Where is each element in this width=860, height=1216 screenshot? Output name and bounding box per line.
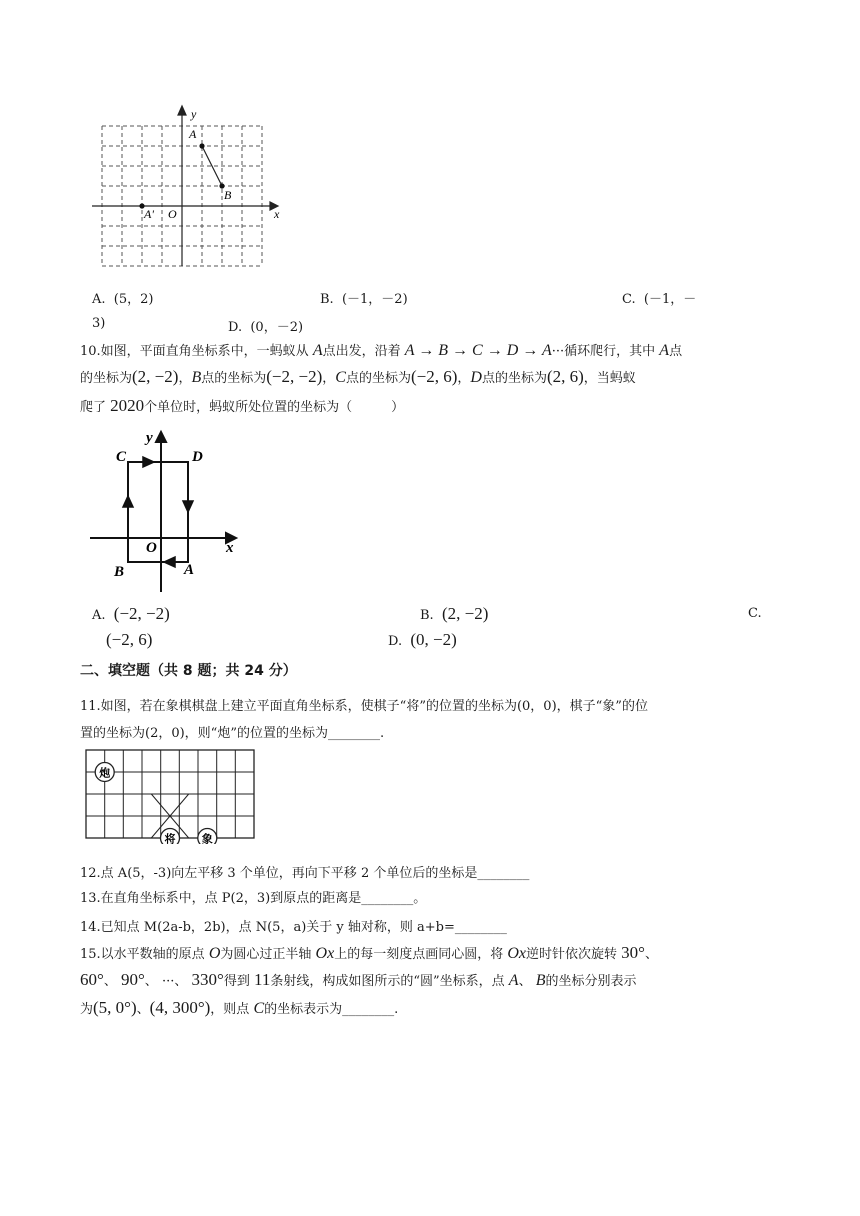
q10-sep: ， <box>457 371 471 386</box>
svg-text:象: 象 <box>201 832 213 844</box>
q9-option-A[interactable] <box>92 288 153 307</box>
q10-math-C: C <box>335 369 346 386</box>
q10-text: ，当蚂蚁 <box>583 371 636 386</box>
q10-sep: ， <box>322 371 336 386</box>
q10-path: A → B → C → D → A <box>404 342 552 359</box>
q15-angle: 90° <box>120 970 145 989</box>
q10-label-O: O <box>146 540 157 556</box>
q10-line3 <box>80 396 404 416</box>
q10-option-C[interactable] <box>106 630 152 650</box>
q10-text: 点的坐标为 <box>481 371 547 386</box>
q10-option-C-letter-wrap[interactable] <box>748 606 762 621</box>
q9-label-A: A <box>189 127 197 141</box>
q10-arrow-up <box>123 496 133 507</box>
q9-option-A-value: (5，2) <box>113 292 154 307</box>
q11-line1: 11.如图，若在象棋棋盘上建立平面直角坐标系，使棋子“将”的位置的坐标为(0，0)，棋子“象”的位 <box>80 699 648 714</box>
q9-option-D-value: (0，－2) <box>250 320 304 335</box>
q11-piece-pao <box>95 763 114 782</box>
q9-option-B-value: (－1，－2) <box>341 292 408 307</box>
q11-piece-jiang <box>161 829 180 845</box>
q9-option-B[interactable] <box>320 288 408 307</box>
q10-option-C-value: (−2, 6) <box>106 630 153 649</box>
svg-text:将: 将 <box>164 832 176 844</box>
q10-label-D: D <box>192 449 203 465</box>
svg-text:炮: 炮 <box>99 766 111 780</box>
q10-option-A-value: (−2, −2) <box>113 604 170 623</box>
q10-path-figure <box>86 428 250 596</box>
q15-sep: 、 <box>136 1002 150 1017</box>
q9-point-A <box>199 143 204 148</box>
q10-label-x: x <box>226 540 234 556</box>
q15-sep: 、 <box>518 974 532 989</box>
q10-arrow-left <box>164 557 175 567</box>
q15-text: 为 <box>80 1002 94 1017</box>
q15-line3 <box>80 998 398 1018</box>
q10-sep: ， <box>178 371 192 386</box>
q10-arrow-down <box>183 501 193 512</box>
q9-label-A1: A' <box>144 207 154 221</box>
q15-text: 条射线，构成如图所示的“圆”坐标系，点 <box>270 974 505 989</box>
q10-option-D-letter: D. <box>388 634 403 649</box>
q9-option-A-letter: A. <box>92 292 106 307</box>
q10-option-A-letter: A. <box>92 608 106 623</box>
q9-option-B-letter: B. <box>320 292 334 307</box>
q15-line1 <box>80 943 658 963</box>
q10-coord-D: (2, 6) <box>546 367 584 386</box>
q15-angle: 30° <box>621 943 645 962</box>
q15-text: 为圆心过正半轴 <box>220 947 312 962</box>
q10-number: 2020 <box>110 396 145 415</box>
q15-coord-A: (5, 0°) <box>93 998 137 1017</box>
q10-option-C-letter: C. <box>748 606 762 621</box>
q9-label-x: x <box>274 207 280 221</box>
q10-line2 <box>80 367 636 387</box>
q15-sep: 、 <box>103 974 117 989</box>
q9-option-C-letter: C. <box>622 292 636 307</box>
q10-label-y: y <box>146 430 153 446</box>
q10-math-B: B <box>191 369 202 386</box>
q15-text: 15.以水平数轴的原点 <box>80 947 205 962</box>
q15-math-A: A <box>508 972 519 989</box>
q10-dots: ··· <box>551 344 565 359</box>
q9-segment-AB <box>202 146 222 186</box>
q9-label-O: O <box>168 207 177 221</box>
q15-math-Ox: Ox <box>315 945 335 962</box>
q15-math-Ox: Ox <box>507 945 527 962</box>
q11-line2: 置的坐标为(2，0)，则“炮”的位置的坐标为________. <box>80 726 385 741</box>
q9-option-C-value-part2: 3) <box>92 316 106 331</box>
q10-math-D: D <box>470 369 482 386</box>
q9-label-B: B <box>224 188 232 202</box>
q10-coord-A: (2, −2) <box>132 367 179 386</box>
q9-option-C[interactable] <box>622 288 696 307</box>
q10-coord-B: (−2, −2) <box>266 367 323 386</box>
q10-line1 <box>80 340 682 360</box>
q10-text: 点 <box>669 344 683 359</box>
q15-sep: 、 <box>174 974 188 989</box>
q10-text: 个单位时，蚂蚁所处位置的坐标为（ ） <box>144 400 405 415</box>
q15-math-B: B <box>535 972 546 989</box>
q9-option-C-cont <box>92 316 105 331</box>
q15-number: 11 <box>253 970 271 989</box>
q15-sep: 、 <box>144 974 158 989</box>
q10-text: 10.如图，平面直角坐标系中，一蚂蚁从 <box>80 344 309 359</box>
q15-text: 得到 <box>223 974 250 989</box>
q15-text: 、 <box>644 947 658 962</box>
q10-rectangle-path <box>128 462 188 562</box>
q10-text: 循环爬行，其中 <box>564 344 656 359</box>
q15-dots: ··· <box>161 974 175 989</box>
q10-option-B-letter: B. <box>420 608 434 623</box>
q10-text: 点的坐标为 <box>345 371 411 386</box>
q10-math-A: A <box>312 342 323 359</box>
q10-label-B: B <box>114 564 125 580</box>
q11-piece-xiang <box>198 829 217 845</box>
q10-math-A: A <box>659 342 670 359</box>
q10-label-C: C <box>116 449 127 465</box>
q15-text: 的坐标表示为________. <box>264 1002 399 1017</box>
q9-option-D[interactable] <box>228 316 303 335</box>
q14-text: 14.已知点 M(2a-b，2b)，点 N(5，a)关于 y 轴对称，则 a+b=________ <box>80 920 507 935</box>
q10-text: 点的坐标为 <box>201 371 267 386</box>
q9-option-C-value-part1: (－1，－ <box>643 292 697 307</box>
q11-chessboard-figure <box>84 746 260 844</box>
q13-text: 13.在直角坐标系中，点 P(2，3)到原点的距离是________。 <box>80 891 427 906</box>
q9-option-D-letter: D. <box>228 320 243 335</box>
q10-option-B-value: (2, −2) <box>441 604 489 623</box>
q15-coord-B: (4, 300°) <box>149 998 211 1017</box>
q15-angle: 60° <box>80 970 104 989</box>
q15-text: ，则点 <box>210 1002 250 1017</box>
q15-line2 <box>80 970 637 990</box>
q15-text: 上的每一刻度点画同心圆，将 <box>334 947 504 962</box>
q15-math-C: C <box>253 1000 265 1017</box>
q15-text: 逆时针依次旋转 <box>526 947 618 962</box>
q10-arrow-right <box>143 457 154 467</box>
q9-grid-figure <box>88 100 288 270</box>
q15-text: 的坐标分别表示 <box>545 974 637 989</box>
q10-option-D[interactable] <box>388 630 457 650</box>
q10-option-A[interactable] <box>92 604 170 624</box>
q10-text: 的坐标为 <box>80 371 133 386</box>
q15-angle: 330° <box>191 970 224 989</box>
q10-text: 点出发，沿着 <box>322 344 401 359</box>
q10-label-A: A <box>184 562 195 578</box>
q10-option-B[interactable] <box>420 604 488 624</box>
q10-text: 爬了 <box>80 400 107 415</box>
section-title: 二、填空题（共 8 题；共 24 分） <box>80 663 297 679</box>
q9-label-y: y <box>191 107 197 121</box>
q10-coord-C: (−2, 6) <box>410 367 458 386</box>
q10-option-D-value: (0, −2) <box>410 630 457 649</box>
q12-text: 12.点 A(5，-3)向左平移 3 个单位，再向下平移 2 个单位后的坐标是________ <box>80 866 530 881</box>
q15-math-O: O <box>208 945 221 962</box>
